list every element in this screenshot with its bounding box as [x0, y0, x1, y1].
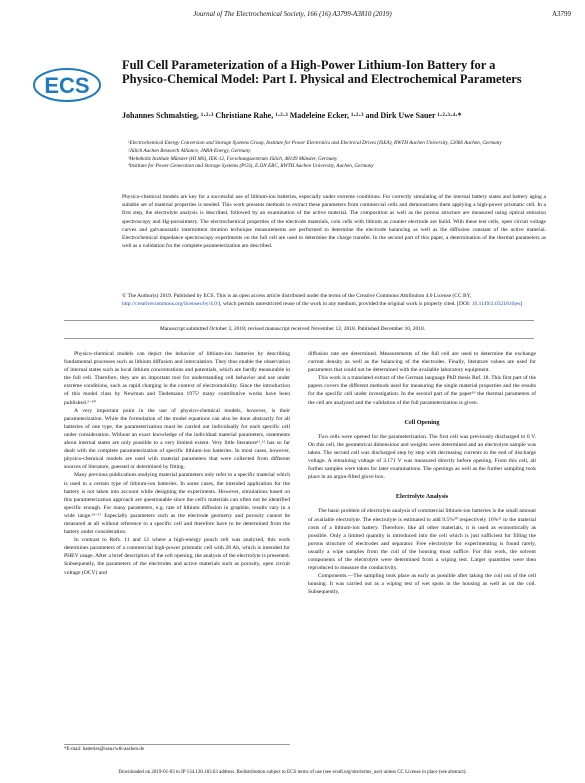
footnote: *E-mail: batteries@isea.rwth-aachen.de	[64, 744, 290, 752]
ecs-logo	[32, 66, 102, 104]
author-list: Johannes Schmalstieg, ¹·²·³ Christiane Rahe, ¹·²·³ Madeleine Ecker, ¹·²·³ and Dirk Uwe Sauer ¹·²·³·⁴·*	[122, 111, 462, 120]
affiliation: ²Jülich Aachen Research Alliance, JARA-Energy, Germany	[128, 147, 251, 154]
paragraph: Two cells were opened for the parameterization. The first cell was previously discharged to 0 V. On this cell, the geometrical dimensions and weights were determined and an electrolyte sample was taken. The second cell was discharged step by step with decreasing currents to the end of discharge voltage. A remaining voltage of 3.171 V was measured directly before opening. From this cell, all further samples were taken for later examinations. The openings as well as the further sampling took place in an argon-filled glove box.	[308, 433, 536, 481]
paragraph: This work is a translated extract of the German language PhD thesis Ref. 18. This first part of the papers covers the different methods used for measuring the single material properties and the results for the specific cell under investigation. In the second part of the paper¹⁹ the thermal parameters of the cell are analyzed and the validation of the full parameterization is given.	[308, 375, 536, 406]
right-column	[308, 350, 536, 596]
page-number: A3799	[551, 10, 571, 18]
manuscript-dates: Manuscript submitted October 3, 2018; revised manuscript received November 12, 2018. Published December 10, 2018.	[159, 326, 426, 332]
divider	[64, 320, 534, 321]
section-heading: Electrolyte Analysis	[395, 493, 449, 501]
abstract: Physico-chemical models are key for a successful use of lithium-ion batteries, especially under extreme conditions. For correctly simulating of the internal battery states and battery aging a suitable set of material properties is needed. This work presents methods to extract these parameters from commercial cells and demonstrates them applying a high-power prismatic cell. In a first step, the electrolyte analysis is described, followed by an examination of the active material. The composition as well as the porous structure are measured using optical emission spectroscopy and Hg-porosimetry. The electrochemical properties of the electrode materials, coin cells with lithium as counter electrode are build. With these test cells, open circuit voltage curves and galvanostatic intermittent titration technique measurements are performed to determine the electrode balancing as well as the diffusion constant of the active material. Electrochemical impedance spectroscopy experiments on the full cell are used to determine the charge transfer. In the second part of this paper, a determination of the thermal parameters as well as a validation for the complete parameterization are described.	[122, 194, 546, 250]
doi-link[interactable]: 10.1149/2.0321816jes	[471, 301, 521, 308]
paragraph: diffusion rate are determined. Measurements of the full cell are used to determine the exchange current density as well as the balancing of the electrodes. Finally, literature values are used for parameters that could not be determined with the available laboratory equipment.	[308, 351, 536, 374]
paragraph: Physico-chemical models can depict the behavior of lithium-ion batteries by describing fundamental processes such as lithium diffusion and intercalation. They thus enable the observation of internal states such as local lithium concentrations and potentials, which are hardly measurable in the full cell. Therefore, they are an important tool for understanding cell behavior and use under extreme conditions, such as rapid charging in the context of electromobility. Since the introduction of this model class by Newman and Tiedemann 1975¹ many contributive works have been published.²⁻¹⁰	[64, 351, 290, 406]
paragraph: The basic problem of electrolyte analysis of commercial lithium-ion batteries is the small amount of available electrolyte. The electrolyte is estimated to add 9.5%²⁰ respectively 16%²¹ to the material costs of a lithium-ion battery. Therefore, like all other materials, it is used as economically as possible. Only a limited quantity is introduced into the cell which is just sufficient for filling the porous structure of electrodes and separator. Free electrolyte for experimenting is found rarely, usually a wipe samples from the coil of the housing must suffice. For this work, the solvent components of the electrolyte were determined from a wiping test. Larger quantities were then reproduced to measure the conductivity.	[308, 508, 536, 572]
paper-title: Full Cell Parameterization of a High-Power Lithium-Ion Battery for a Physico-Chemical Model: Part I. Physical and Electrochemical Parameters	[122, 58, 522, 86]
section-heading: Cell Opening	[404, 418, 440, 426]
divider	[64, 338, 534, 339]
affiliations	[128, 140, 548, 171]
svg-text:ECS: ECS	[44, 73, 90, 98]
affiliation: ¹Electrochemical Energy Conversion and Storage Systems Group, Institute for Power Electronics and Electrical Drives (ISEA), RWTH Aachen University, 52066 Aachen, Germany	[128, 140, 502, 146]
left-column	[64, 350, 290, 577]
paragraph: A very important point in the use of physico-chemical models, however, is their parameterization. While the formulation of the model equations can also be done abstractly for all batteries of one type, the parameterization must be carried out individually for each specific cell under consideration. Without an exact knowledge of the individual material parameters, statements about internal states are only possible to a very limited extent. Very little literature¹¹,¹² has so far dealt with the complete parameterization of specific lithium-ion batteries. In most cases, however, physico-chemical models are used with material parameters that were collected from different sources of literature, guessed or determined by fitting.	[64, 407, 290, 471]
license-link[interactable]: http://creativecommons.org/licenses/by/4.0/	[122, 301, 219, 308]
paragraph: Many previous publications studying material parameters only refer to a specific material which is used in a certain type of lithium-ion batteries. In some cases, the intended application for the battery is not taken into account while designing the experiments. However, simulations based on this parameterization approach are questionable since the cell's materials can often not be identified specific enough. For many parameters, e.g. rate of lithium diffusion in graphite, results vary in a wide range.¹³⁻¹⁷ Especially parameters such as the electrode geometry and porosity cannot be measured at all without reference to a specific cell and therefore have to be determined from the battery under consideration.	[64, 472, 290, 536]
download-notice: Downloaded on 2019-01-03 to IP 134.130.183.63 address. Redistribution subject to ECS terms of use (see ecsdl.org/site/terms_use) unless CC License in place (see abstract).	[118, 770, 467, 775]
license-statement: © The Author(s) 2019. Published by ECS. This is an open access article distributed under the terms of the Creative Commons Attribution 4.0 License (CC BY, http://creativecommons.org/licenses/by/4.0/), which permits unrestricted reuse of the work in any medium, provided the original work is properly cited. [DOI: 10.1149/2.0321816jes]	[122, 293, 523, 308]
paragraph: Components.—The sampling took place as early as possible after taking the coil out of the cell housing. It was carried out as a wiping test of wet spots in the housing as well as on the coil. Subsequently,	[308, 573, 536, 596]
affiliation: ⁴Institute for Power Generation and Storage Systems (PGS), E.ON ERC, RWTH Aachen University, Aachen, Germany	[128, 163, 374, 170]
affiliation: ³Helmholtz Institute Münster (HI MS), IEK-12, Forschungszentrum Jülich, 48149 Münster, Germany	[128, 155, 338, 162]
paragraph: In contrast to Refs. 11 and 12 where a high-energy pouch cell was analyzed, this work determines parameters of a commercial high-power prismatic cell with 28 Ah, which is intended for PHEV usage. After a brief description of the cell opening, the analysis of the electrolyte is presented. Subsequently, the parameters of the electrodes and active materials such as porosity, open circuit voltage (OCV) and	[64, 537, 290, 576]
journal-header: Journal of The Electrochemical Society, 166 (16) A3799-A3810 (2019)	[193, 10, 392, 18]
